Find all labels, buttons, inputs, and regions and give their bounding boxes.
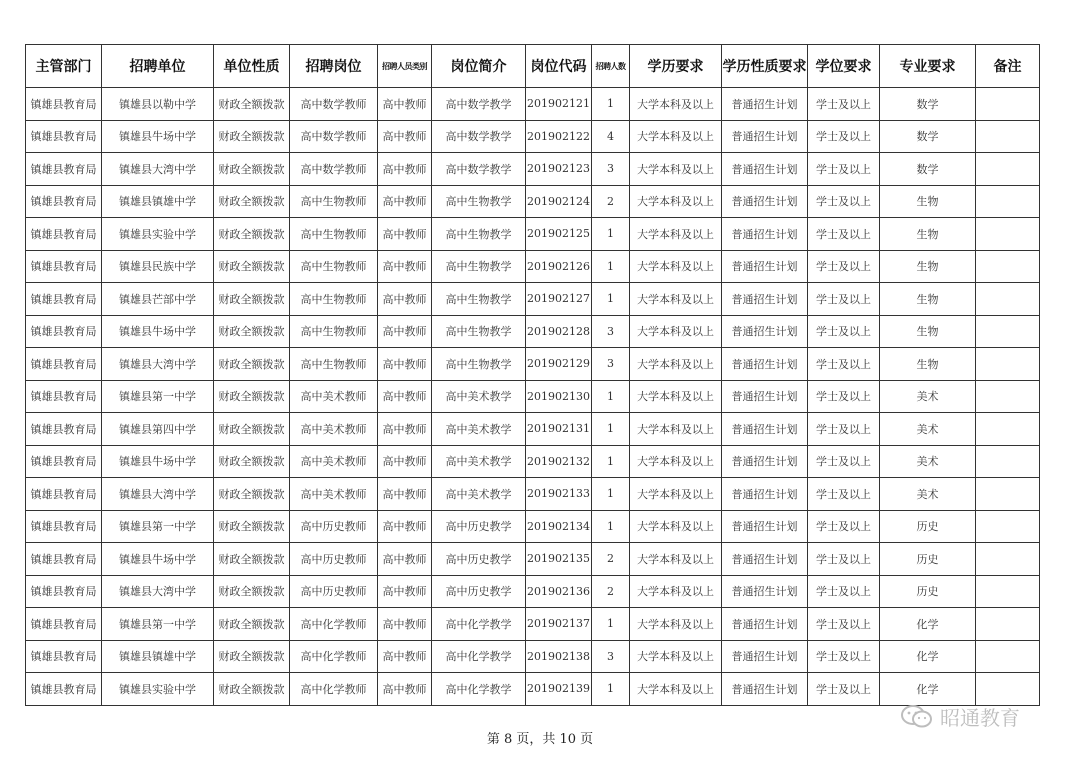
cell-remarks [976, 380, 1040, 413]
cell-position-summary: 高中化学教学 [432, 608, 526, 641]
cell-degree: 学士及以上 [808, 608, 880, 641]
cell-position: 高中化学教师 [290, 640, 378, 673]
table-row [26, 575, 1040, 608]
cell-staff-category: 高中教师 [378, 218, 432, 251]
cell-employer: 镇雄县镇雄中学 [102, 185, 214, 218]
cell-position: 高中历史教师 [290, 510, 378, 543]
table-row [26, 413, 1040, 446]
cell-major: 生物 [880, 218, 976, 251]
cell-education: 大学本科及以上 [630, 315, 722, 348]
cell-major: 历史 [880, 510, 976, 543]
cell-unit-type: 财政全额拨款 [214, 510, 290, 543]
cell-education-type: 普通招生计划 [722, 283, 808, 316]
cell-education-type: 普通招生计划 [722, 575, 808, 608]
cell-unit-type: 财政全额拨款 [214, 543, 290, 576]
cell-headcount: 1 [592, 88, 630, 121]
header-education-type: 学历性质要求 [722, 45, 808, 88]
cell-headcount: 1 [592, 673, 630, 706]
cell-major: 数学 [880, 153, 976, 186]
cell-position-summary: 高中美术教学 [432, 445, 526, 478]
cell-education: 大学本科及以上 [630, 348, 722, 381]
cell-position: 高中生物教师 [290, 283, 378, 316]
cell-position: 高中生物教师 [290, 315, 378, 348]
cell-position-summary: 高中生物教学 [432, 315, 526, 348]
cell-education: 大学本科及以上 [630, 575, 722, 608]
cell-education-type: 普通招生计划 [722, 88, 808, 121]
cell-staff-category: 高中教师 [378, 445, 432, 478]
cell-headcount: 3 [592, 153, 630, 186]
cell-position-code: 201902131 [526, 413, 592, 446]
cell-position-summary: 高中历史教学 [432, 510, 526, 543]
cell-department: 镇雄县教育局 [26, 413, 102, 446]
cell-education: 大学本科及以上 [630, 88, 722, 121]
cell-headcount: 1 [592, 445, 630, 478]
header-staff-category: 招聘人员类别 [378, 45, 432, 88]
cell-employer: 镇雄县牛场中学 [102, 543, 214, 576]
cell-position-summary: 高中历史教学 [432, 575, 526, 608]
cell-headcount: 1 [592, 413, 630, 446]
table-row [26, 185, 1040, 218]
cell-employer: 镇雄县以勒中学 [102, 88, 214, 121]
cell-major: 生物 [880, 348, 976, 381]
cell-education: 大学本科及以上 [630, 608, 722, 641]
cell-major: 美术 [880, 380, 976, 413]
cell-degree: 学士及以上 [808, 413, 880, 446]
cell-staff-category: 高中教师 [378, 88, 432, 121]
cell-headcount: 3 [592, 348, 630, 381]
cell-position-code: 201902139 [526, 673, 592, 706]
table-header-row [26, 45, 1040, 88]
cell-education-type: 普通招生计划 [722, 380, 808, 413]
header-employer: 招聘单位 [102, 45, 214, 88]
cell-employer: 镇雄县第一中学 [102, 510, 214, 543]
recruitment-table [25, 44, 1040, 706]
cell-remarks [976, 315, 1040, 348]
cell-education-type: 普通招生计划 [722, 543, 808, 576]
cell-education-type: 普通招生计划 [722, 348, 808, 381]
cell-major: 数学 [880, 120, 976, 153]
cell-unit-type: 财政全额拨款 [214, 640, 290, 673]
cell-remarks [976, 283, 1040, 316]
cell-department: 镇雄县教育局 [26, 640, 102, 673]
table-row [26, 218, 1040, 251]
cell-education: 大学本科及以上 [630, 510, 722, 543]
header-education: 学历要求 [630, 45, 722, 88]
cell-position-code: 201902134 [526, 510, 592, 543]
table-row [26, 543, 1040, 576]
cell-degree: 学士及以上 [808, 478, 880, 511]
cell-major: 化学 [880, 608, 976, 641]
cell-staff-category: 高中教师 [378, 185, 432, 218]
cell-education-type: 普通招生计划 [722, 510, 808, 543]
cell-major: 数学 [880, 88, 976, 121]
header-department: 主管部门 [26, 45, 102, 88]
cell-department: 镇雄县教育局 [26, 120, 102, 153]
header-position-code: 岗位代码 [526, 45, 592, 88]
cell-employer: 镇雄县第一中学 [102, 608, 214, 641]
cell-remarks [976, 120, 1040, 153]
cell-employer: 镇雄县镇雄中学 [102, 640, 214, 673]
cell-headcount: 1 [592, 478, 630, 511]
cell-headcount: 1 [592, 510, 630, 543]
cell-degree: 学士及以上 [808, 88, 880, 121]
cell-position-code: 201902135 [526, 543, 592, 576]
cell-major: 历史 [880, 575, 976, 608]
cell-staff-category: 高中教师 [378, 413, 432, 446]
cell-education: 大学本科及以上 [630, 120, 722, 153]
cell-headcount: 1 [592, 380, 630, 413]
cell-department: 镇雄县教育局 [26, 348, 102, 381]
cell-headcount: 4 [592, 120, 630, 153]
table-body [26, 88, 1040, 706]
cell-department: 镇雄县教育局 [26, 478, 102, 511]
cell-education: 大学本科及以上 [630, 250, 722, 283]
cell-position: 高中数学教师 [290, 88, 378, 121]
cell-staff-category: 高中教师 [378, 283, 432, 316]
cell-position-summary: 高中生物教学 [432, 348, 526, 381]
header-unit-type: 单位性质 [214, 45, 290, 88]
cell-headcount: 2 [592, 543, 630, 576]
cell-position-summary: 高中化学教学 [432, 673, 526, 706]
cell-department: 镇雄县教育局 [26, 543, 102, 576]
cell-position-summary: 高中生物教学 [432, 218, 526, 251]
cell-education-type: 普通招生计划 [722, 413, 808, 446]
cell-major: 生物 [880, 185, 976, 218]
cell-position-code: 201902136 [526, 575, 592, 608]
table-row [26, 510, 1040, 543]
cell-position-summary: 高中美术教学 [432, 380, 526, 413]
cell-position-code: 201902126 [526, 250, 592, 283]
cell-staff-category: 高中教师 [378, 673, 432, 706]
cell-major: 生物 [880, 250, 976, 283]
cell-education-type: 普通招生计划 [722, 445, 808, 478]
cell-unit-type: 财政全额拨款 [214, 445, 290, 478]
cell-unit-type: 财政全额拨款 [214, 413, 290, 446]
cell-education: 大学本科及以上 [630, 673, 722, 706]
cell-staff-category: 高中教师 [378, 575, 432, 608]
cell-degree: 学士及以上 [808, 640, 880, 673]
cell-employer: 镇雄县第一中学 [102, 380, 214, 413]
cell-education: 大学本科及以上 [630, 445, 722, 478]
page-number: 第 8 页，共 10 页 [486, 732, 594, 747]
cell-remarks [976, 478, 1040, 511]
header-headcount: 招聘人数 [592, 45, 630, 88]
table-row [26, 478, 1040, 511]
cell-major: 生物 [880, 315, 976, 348]
cell-department: 镇雄县教育局 [26, 153, 102, 186]
cell-remarks [976, 185, 1040, 218]
cell-remarks [976, 88, 1040, 121]
cell-education: 大学本科及以上 [630, 413, 722, 446]
cell-position-summary: 高中化学教学 [432, 640, 526, 673]
cell-remarks [976, 543, 1040, 576]
cell-staff-category: 高中教师 [378, 380, 432, 413]
cell-department: 镇雄县教育局 [26, 218, 102, 251]
cell-major: 历史 [880, 543, 976, 576]
wechat-icon [900, 704, 934, 730]
cell-department: 镇雄县教育局 [26, 250, 102, 283]
cell-education-type: 普通招生计划 [722, 185, 808, 218]
cell-degree: 学士及以上 [808, 283, 880, 316]
cell-headcount: 2 [592, 575, 630, 608]
cell-position-code: 201902130 [526, 380, 592, 413]
cell-remarks [976, 608, 1040, 641]
cell-major: 化学 [880, 640, 976, 673]
cell-employer: 镇雄县实验中学 [102, 218, 214, 251]
cell-remarks [976, 445, 1040, 478]
cell-department: 镇雄县教育局 [26, 510, 102, 543]
header-major: 专业要求 [880, 45, 976, 88]
cell-position: 高中生物教师 [290, 218, 378, 251]
cell-degree: 学士及以上 [808, 153, 880, 186]
cell-unit-type: 财政全额拨款 [214, 218, 290, 251]
cell-position: 高中数学教师 [290, 120, 378, 153]
cell-unit-type: 财政全额拨款 [214, 673, 290, 706]
cell-staff-category: 高中教师 [378, 153, 432, 186]
cell-remarks [976, 413, 1040, 446]
cell-headcount: 1 [592, 608, 630, 641]
cell-unit-type: 财政全额拨款 [214, 88, 290, 121]
cell-position-summary: 高中数学教学 [432, 88, 526, 121]
cell-staff-category: 高中教师 [378, 510, 432, 543]
cell-education-type: 普通招生计划 [722, 315, 808, 348]
cell-staff-category: 高中教师 [378, 348, 432, 381]
cell-staff-category: 高中教师 [378, 543, 432, 576]
cell-major: 生物 [880, 283, 976, 316]
cell-degree: 学士及以上 [808, 185, 880, 218]
cell-staff-category: 高中教师 [378, 608, 432, 641]
cell-major: 化学 [880, 673, 976, 706]
cell-position-code: 201902129 [526, 348, 592, 381]
cell-major: 美术 [880, 413, 976, 446]
cell-education-type: 普通招生计划 [722, 120, 808, 153]
cell-employer: 镇雄县民族中学 [102, 250, 214, 283]
cell-education-type: 普通招生计划 [722, 608, 808, 641]
table-row [26, 673, 1040, 706]
cell-remarks [976, 640, 1040, 673]
cell-headcount: 3 [592, 640, 630, 673]
cell-position-code: 201902138 [526, 640, 592, 673]
cell-remarks [976, 218, 1040, 251]
cell-major: 美术 [880, 445, 976, 478]
table-row [26, 315, 1040, 348]
cell-degree: 学士及以上 [808, 445, 880, 478]
cell-position-summary: 高中数学教学 [432, 120, 526, 153]
cell-position-summary: 高中数学教学 [432, 153, 526, 186]
table-row [26, 445, 1040, 478]
cell-degree: 学士及以上 [808, 510, 880, 543]
cell-degree: 学士及以上 [808, 575, 880, 608]
cell-department: 镇雄县教育局 [26, 185, 102, 218]
cell-employer: 镇雄县大湾中学 [102, 478, 214, 511]
table-row [26, 380, 1040, 413]
cell-unit-type: 财政全额拨款 [214, 283, 290, 316]
cell-unit-type: 财政全额拨款 [214, 250, 290, 283]
cell-education: 大学本科及以上 [630, 218, 722, 251]
header-degree: 学位要求 [808, 45, 880, 88]
cell-headcount: 1 [592, 250, 630, 283]
cell-education-type: 普通招生计划 [722, 640, 808, 673]
cell-position-code: 201902123 [526, 153, 592, 186]
cell-unit-type: 财政全额拨款 [214, 153, 290, 186]
cell-employer: 镇雄县第四中学 [102, 413, 214, 446]
cell-position-code: 201902127 [526, 283, 592, 316]
cell-degree: 学士及以上 [808, 673, 880, 706]
cell-position-summary: 高中美术教学 [432, 413, 526, 446]
cell-degree: 学士及以上 [808, 380, 880, 413]
recruitment-table-container [25, 44, 1039, 706]
cell-degree: 学士及以上 [808, 315, 880, 348]
cell-unit-type: 财政全额拨款 [214, 575, 290, 608]
cell-education: 大学本科及以上 [630, 185, 722, 218]
cell-staff-category: 高中教师 [378, 315, 432, 348]
cell-unit-type: 财政全额拨款 [214, 348, 290, 381]
cell-position-summary: 高中美术教学 [432, 478, 526, 511]
cell-education: 大学本科及以上 [630, 380, 722, 413]
cell-position: 高中生物教师 [290, 185, 378, 218]
cell-unit-type: 财政全额拨款 [214, 185, 290, 218]
cell-education-type: 普通招生计划 [722, 218, 808, 251]
cell-education: 大学本科及以上 [630, 640, 722, 673]
cell-staff-category: 高中教师 [378, 250, 432, 283]
cell-staff-category: 高中教师 [378, 478, 432, 511]
cell-position: 高中数学教师 [290, 153, 378, 186]
header-position: 招聘岗位 [290, 45, 378, 88]
cell-position-code: 201902137 [526, 608, 592, 641]
cell-education-type: 普通招生计划 [722, 478, 808, 511]
cell-degree: 学士及以上 [808, 348, 880, 381]
cell-employer: 镇雄县芒部中学 [102, 283, 214, 316]
cell-employer: 镇雄县大湾中学 [102, 575, 214, 608]
cell-position: 高中美术教师 [290, 413, 378, 446]
table-row [26, 640, 1040, 673]
cell-employer: 镇雄县大湾中学 [102, 348, 214, 381]
cell-staff-category: 高中教师 [378, 640, 432, 673]
cell-position-code: 201902124 [526, 185, 592, 218]
table-row [26, 153, 1040, 186]
cell-position-code: 201902133 [526, 478, 592, 511]
cell-major: 美术 [880, 478, 976, 511]
cell-remarks [976, 510, 1040, 543]
cell-headcount: 1 [592, 283, 630, 316]
cell-position: 高中生物教师 [290, 250, 378, 283]
cell-employer: 镇雄县牛场中学 [102, 120, 214, 153]
cell-education-type: 普通招生计划 [722, 250, 808, 283]
cell-employer: 镇雄县牛场中学 [102, 315, 214, 348]
cell-department: 镇雄县教育局 [26, 673, 102, 706]
watermark [900, 702, 1020, 731]
cell-position: 高中化学教师 [290, 608, 378, 641]
cell-remarks [976, 673, 1040, 706]
cell-department: 镇雄县教育局 [26, 283, 102, 316]
cell-department: 镇雄县教育局 [26, 315, 102, 348]
cell-position-code: 201902125 [526, 218, 592, 251]
cell-remarks [976, 250, 1040, 283]
cell-position: 高中历史教师 [290, 543, 378, 576]
cell-remarks [976, 153, 1040, 186]
cell-position-summary: 高中生物教学 [432, 185, 526, 218]
cell-position: 高中化学教师 [290, 673, 378, 706]
cell-position-summary: 高中历史教学 [432, 543, 526, 576]
cell-staff-category: 高中教师 [378, 120, 432, 153]
header-remarks: 备注 [976, 45, 1040, 88]
cell-unit-type: 财政全额拨款 [214, 478, 290, 511]
cell-position: 高中生物教师 [290, 348, 378, 381]
cell-position: 高中历史教师 [290, 575, 378, 608]
cell-position: 高中美术教师 [290, 445, 378, 478]
cell-remarks [976, 575, 1040, 608]
cell-position-code: 201902132 [526, 445, 592, 478]
cell-education: 大学本科及以上 [630, 153, 722, 186]
cell-headcount: 1 [592, 218, 630, 251]
cell-department: 镇雄县教育局 [26, 445, 102, 478]
cell-education: 大学本科及以上 [630, 543, 722, 576]
cell-position-summary: 高中生物教学 [432, 283, 526, 316]
table-row [26, 283, 1040, 316]
cell-position-code: 201902128 [526, 315, 592, 348]
table-row [26, 120, 1040, 153]
cell-position-code: 201902121 [526, 88, 592, 121]
watermark-text: 昭通教育 [940, 706, 1020, 730]
cell-position: 高中美术教师 [290, 380, 378, 413]
cell-department: 镇雄县教育局 [26, 88, 102, 121]
cell-unit-type: 财政全额拨款 [214, 315, 290, 348]
table-row [26, 348, 1040, 381]
cell-department: 镇雄县教育局 [26, 608, 102, 641]
cell-position-summary: 高中生物教学 [432, 250, 526, 283]
cell-education: 大学本科及以上 [630, 478, 722, 511]
cell-degree: 学士及以上 [808, 120, 880, 153]
cell-education-type: 普通招生计划 [722, 153, 808, 186]
cell-employer: 镇雄县大湾中学 [102, 153, 214, 186]
cell-unit-type: 财政全额拨款 [214, 380, 290, 413]
cell-employer: 镇雄县实验中学 [102, 673, 214, 706]
cell-department: 镇雄县教育局 [26, 575, 102, 608]
table-row [26, 250, 1040, 283]
cell-education: 大学本科及以上 [630, 283, 722, 316]
cell-degree: 学士及以上 [808, 218, 880, 251]
cell-degree: 学士及以上 [808, 250, 880, 283]
cell-unit-type: 财政全额拨款 [214, 120, 290, 153]
cell-degree: 学士及以上 [808, 543, 880, 576]
cell-employer: 镇雄县牛场中学 [102, 445, 214, 478]
cell-education-type: 普通招生计划 [722, 673, 808, 706]
header-position-summary: 岗位简介 [432, 45, 526, 88]
cell-department: 镇雄县教育局 [26, 380, 102, 413]
cell-unit-type: 财政全额拨款 [214, 608, 290, 641]
table-row [26, 608, 1040, 641]
cell-headcount: 2 [592, 185, 630, 218]
table-row [26, 88, 1040, 121]
cell-headcount: 3 [592, 315, 630, 348]
cell-position-code: 201902122 [526, 120, 592, 153]
cell-remarks [976, 348, 1040, 381]
cell-position: 高中美术教师 [290, 478, 378, 511]
